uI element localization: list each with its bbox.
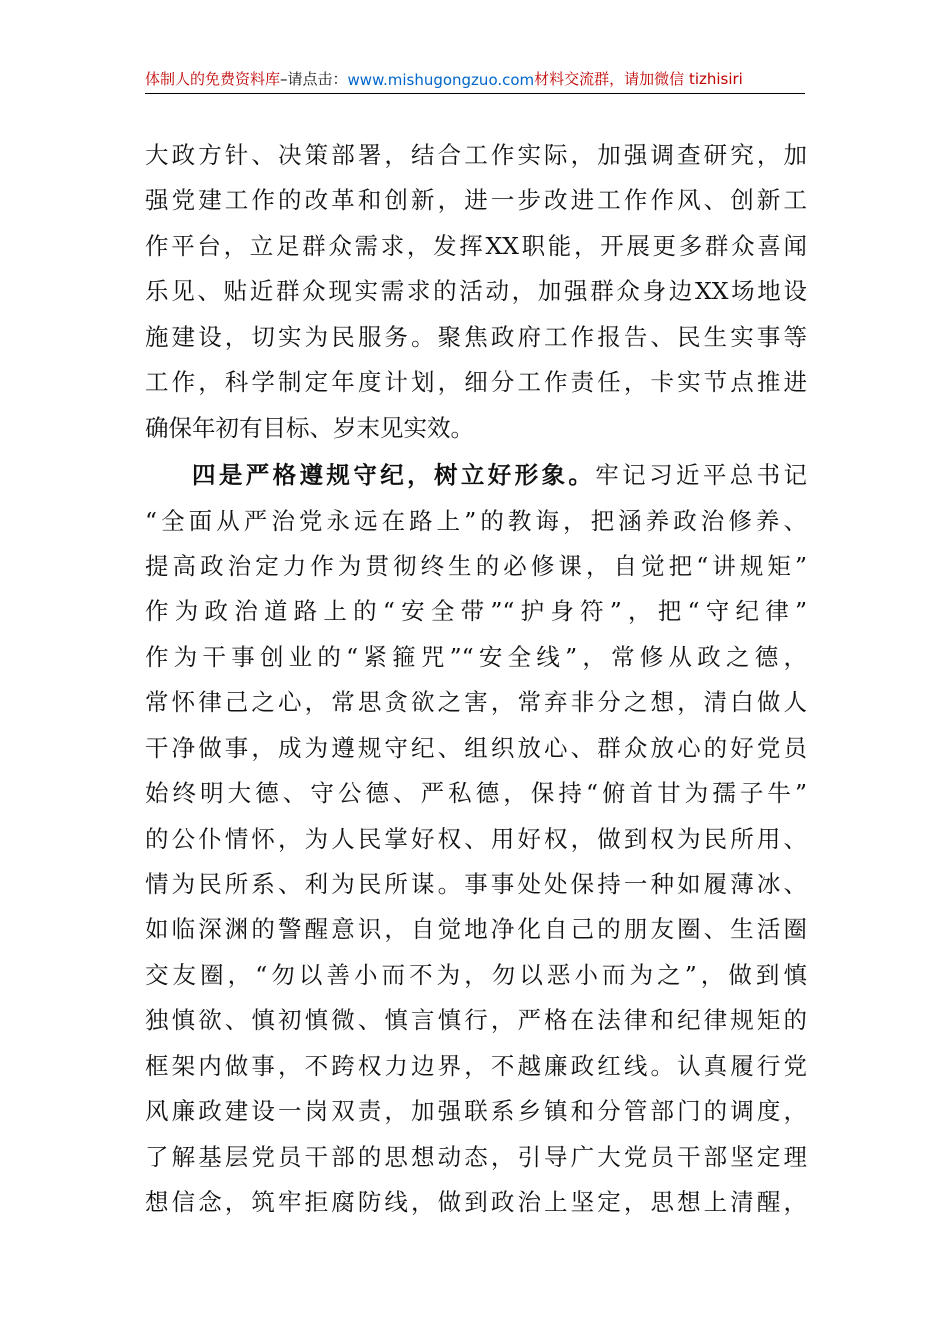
section-heading: 四是严格遵规守纪，树立好形象。 [192,461,596,490]
text-line: 如临深渊的警醒意识，自觉地净化自己的朋友圈、生活圈 [145,915,807,944]
paragraph-first-line [145,453,807,498]
text-line: 大政方针、决策部署，结合工作实际，加强调查研究，加 [145,141,807,169]
text-line: 风廉政建设一岗双责，加强联系乡镇和分管部门的调度， [145,1097,807,1126]
text-line: “全面从严治党永远在路上”的教诲，把涵养政治修养、 [145,506,807,535]
site-link[interactable]: www.mishugongzuo.com [347,71,535,89]
wechat-note: 材料交流群，请加微信 tizhisiri [534,70,743,88]
site-name: 体制人的免费资料库 [145,70,281,88]
text-span: 牢记习近平总书记 [595,461,808,490]
page-header [145,64,805,94]
paragraph-1 [145,133,807,451]
text-line: 的公仆情怀，为人民掌好权、用好权，做到权为民所用、 [145,824,807,853]
text-line: 作平台，立足群众需求，发挥XX职能，开展更多群众喜闻 [145,231,807,260]
text-line: 框架内做事，不跨权力边界，不越廉政红线。认真履行党 [145,1051,807,1080]
text-line: 确保年初有目标、岁末见实效。 [145,413,474,442]
text-line: 想信念，筑牢拒腐防线，做到政治上坚定，思想上清醒， [145,1188,807,1217]
text-line: 作为政治道路上的“安全带”“护身符”，把“守纪律” [145,597,807,626]
text-line: 工作，科学制定年度计划，细分工作责任，卡实节点推进 [145,368,807,397]
text-line: 常怀律己之心，常思贪欲之害，常弃非分之想，清白做人 [145,688,807,717]
click-prompt: –请点击： [280,70,348,88]
text-line: 强党建工作的改革和创新，进一步改进工作作风、创新工 [145,186,807,215]
paragraph-2 [145,453,807,1225]
text-line: 情为民所系、利为民所谋。事事处处保持一种如履薄冰、 [145,870,807,898]
text-line: 始终明大德、守公德、严私德，保持“俯首甘为孺子牛” [145,779,807,808]
text-line: 交友圈，“勿以善小而不为，勿以恶小而为之”，做到慎 [145,960,807,989]
text-line: 干净做事，成为遵规守纪、组织放心、群众放心的好党员 [145,733,807,762]
document-body [145,133,807,1226]
text-line: 作为干事创业的“紧箍咒”“安全线”，常修从政之德， [145,642,807,671]
text-line: 了解基层党员干部的思想动态，引导广大党员干部坚定理 [145,1142,807,1171]
text-line: 施建设，切实为民服务。聚焦政府工作报告、民生实事等 [145,322,807,351]
text-line: 乐见、贴近群众现实需求的活动，加强群众身边XX场地设 [145,277,807,306]
text-line: 独慎欲、慎初慎微、慎言慎行，严格在法律和纪律规矩的 [145,1006,807,1035]
text-line: 提高政治定力作为贯彻终生的必修课，自觉把“讲规矩” [145,551,807,580]
